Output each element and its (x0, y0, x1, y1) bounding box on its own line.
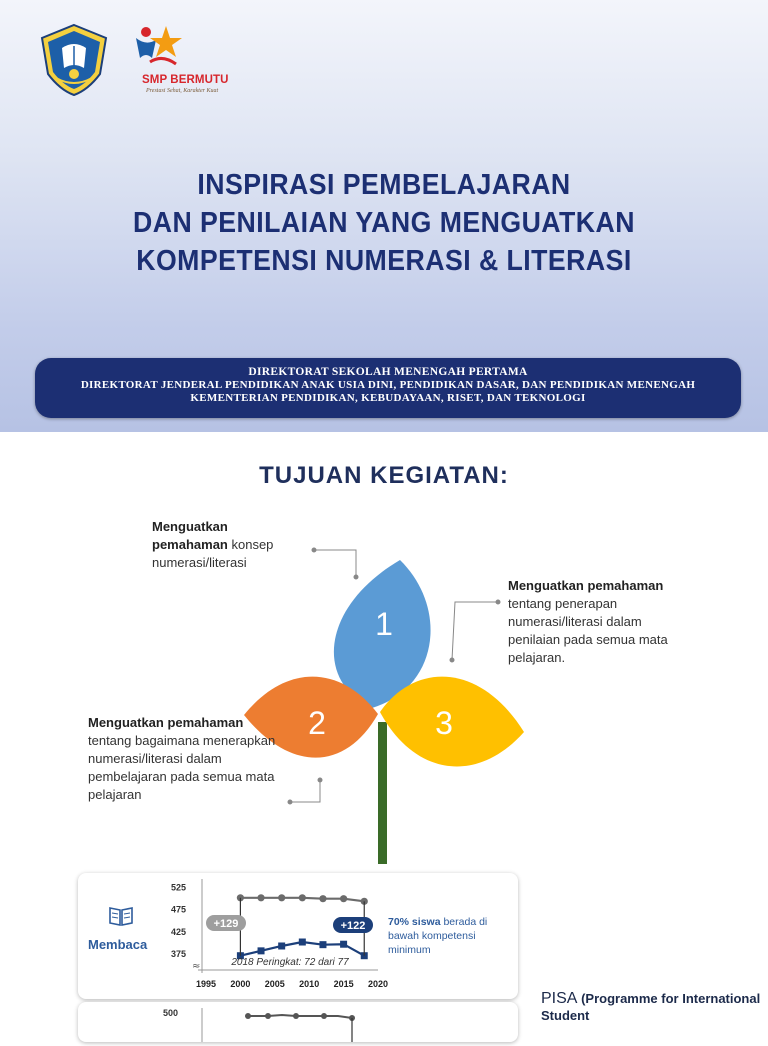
badge-left-text: +129 (213, 918, 239, 930)
flower-stem (378, 722, 387, 864)
pisa-abbreviation: PISA (541, 990, 578, 1007)
x-tick-label: 1995 (195, 979, 217, 989)
title-line-3: KOMPETENSI NUMERASI & LITERASI (136, 245, 632, 277)
title-slide (0, 0, 768, 432)
goal-3-text (88, 714, 278, 804)
series-point (257, 894, 264, 901)
smp-bermutu-logo-icon (132, 24, 184, 70)
objectives-slide (0, 432, 768, 1024)
smp-bermutu-tagline: Prestasi Sehat, Karakter Kuat (146, 88, 219, 94)
y-tick-label: 425 (170, 926, 186, 937)
x-tick-label: 2010 (299, 979, 320, 989)
series-point (340, 895, 347, 902)
series-point (278, 942, 285, 949)
next-chart-ytick: 500 (162, 1008, 178, 1018)
badge-left (206, 915, 246, 931)
badge-right (333, 917, 373, 933)
goal-1-connector (312, 548, 358, 579)
ranking-caption: 2018 Peringkat: 72 dari 77 (231, 957, 349, 968)
goal-3-connector (288, 778, 322, 804)
membaca-label: Membaca (88, 937, 148, 952)
series-point (278, 894, 285, 901)
y-tick-label: 375 (170, 948, 186, 959)
slide-title: TUJUAN KEGIATAN: (259, 462, 509, 489)
goal-3-body: tentang bagaimana menerapkan numerasi/literasi dalam pembelajaran pada semua mata pelajaran (88, 733, 276, 802)
directorate-banner (35, 358, 741, 418)
series-point (319, 895, 326, 902)
series-point (319, 941, 326, 948)
pisa-full-name: (Programme for International Student (541, 991, 761, 1023)
title-line-1: INSPIRASI PEMBELAJARAN (197, 169, 571, 201)
series-point (258, 947, 265, 954)
petal-3-number: 3 (435, 705, 453, 741)
goal-1-body: konsep numerasi/literasi (152, 537, 274, 570)
goal-3-emphasis: Menguatkan pemahaman (88, 715, 244, 730)
title-line-2: DAN PENILAIAN YANG MENGUATKAN (132, 207, 636, 239)
x-tick-label: 2000 (230, 979, 251, 989)
x-axis-ticks (196, 979, 388, 989)
series-point (299, 939, 306, 946)
x-tick-label: 2005 (264, 979, 285, 989)
goal-1-emphasis: Menguatkan pemahaman (152, 519, 228, 552)
directorate-line-2: DIREKTORAT JENDERAL PENDIDIKAN ANAK USIA DINI, PENDIDIKAN DASAR, DAN PENDIDIKAN MENENGAH (80, 379, 696, 391)
membaca-note-emphasis: 70% siswa (388, 916, 441, 928)
pisa-caption (541, 990, 761, 1024)
directorate-line-1: DIREKTORAT SEKOLAH MENENGAH PERTAMA (248, 366, 528, 378)
goal-2-body: tentang penerapan numerasi/literasi dalam penilaian pada semua mata pelajaran. (508, 596, 668, 665)
kemdikbud-logo-icon (36, 22, 112, 98)
badge-right-text: +122 (340, 920, 366, 932)
presentation-title (0, 166, 768, 280)
x-tick-label: 2020 (367, 979, 388, 989)
next-score-card (78, 1002, 518, 1042)
series-point (299, 894, 306, 901)
smp-bermutu-logo-text: SMP BERMUTU (142, 74, 229, 86)
next-chart-series (248, 1015, 352, 1018)
goal-2-emphasis: Menguatkan pemahaman (508, 578, 664, 593)
membaca-line-chart (78, 873, 388, 999)
petal-1-number: 1 (375, 606, 393, 642)
next-chart-partial (78, 1002, 518, 1042)
y-axis-ticks (171, 883, 186, 959)
membaca-score-card (78, 873, 518, 999)
directorate-line-3: KEMENTERIAN PENDIDIKAN, KEBUDAYAAN, RISET, DAN TEKNOLOGI (190, 392, 586, 404)
y-tick-label: 475 (170, 904, 186, 915)
y-tick-label: 525 (170, 882, 186, 893)
axis-break-mark: ≈ (192, 961, 201, 972)
goal-2-text (508, 577, 688, 667)
goal-2-connector (450, 600, 500, 662)
series-point (340, 941, 347, 948)
petal-2-number: 2 (308, 705, 326, 741)
membaca-note-body: berada di bawah kompetensi minimum (388, 916, 488, 956)
x-tick-label: 2015 (333, 979, 354, 989)
goal-1-text (152, 518, 302, 572)
membaca-note (388, 915, 518, 957)
